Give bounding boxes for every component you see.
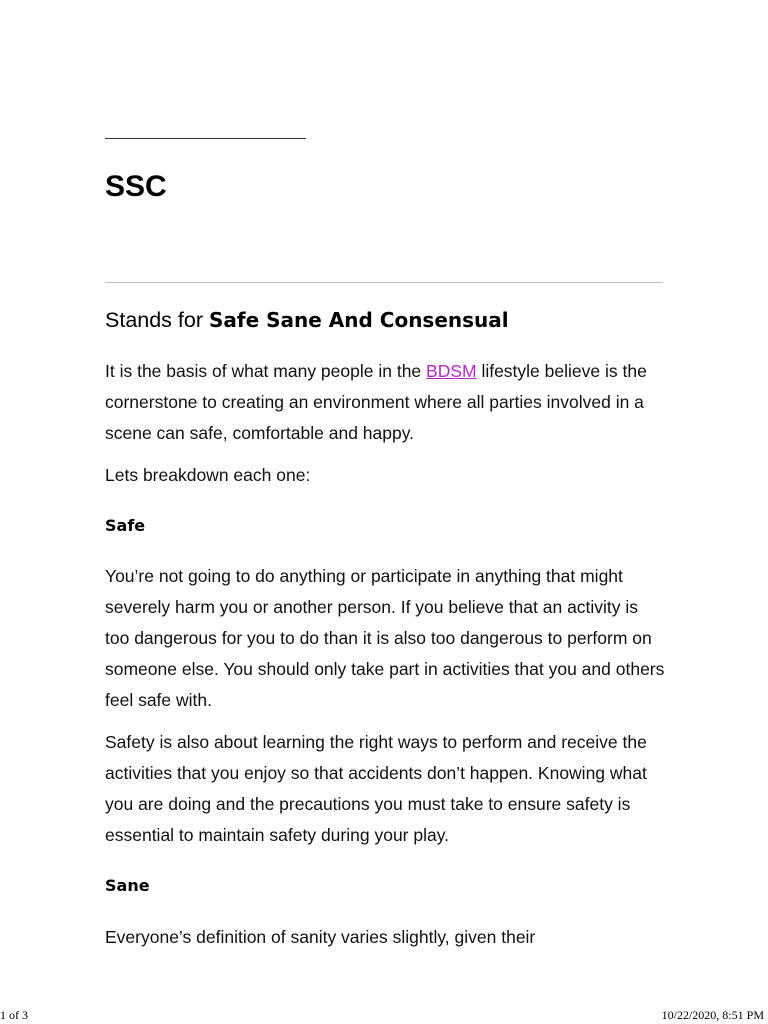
top-divider <box>105 138 306 139</box>
subtitle-emphasis: Safe Sane And Consensual <box>208 308 509 332</box>
intro-text-after: lifestyle believe is the cornerstone to creating an environment where all parties involved in a scene can safe, comfortable and happy. <box>105 361 647 443</box>
breakdown-text: Lets breakdown each one: <box>105 465 311 485</box>
safe-paragraph-1: You’re not going to do anything or participate in anything that might severely harm you or another person. If you believe that an activity is too dangerous for you to do than it is also too dangerous to perform on someone else. You should only take part in activities that you and others feel safe with. <box>105 566 665 710</box>
safe-paragraph-2: Safety is also about learning the right ways to perform and receive the activities that you enjoy so that accidents don’t happen. Knowing what you are doing and the precautions you must take to ensure safety is essential to maintain safety during your play. <box>105 732 647 845</box>
sane-paragraph-1: Everyone’s definition of sanity varies slightly, given their <box>105 927 536 947</box>
section-heading-sane: Sane <box>105 876 150 895</box>
page-title: SSC <box>105 170 167 203</box>
subtitle-prefix: Stands for <box>105 308 209 332</box>
intro-text-before: It is the basis of what many people in the <box>105 361 427 381</box>
page-number: 1 of 3 <box>0 1008 28 1022</box>
subtitle <box>105 305 509 335</box>
print-timestamp: 10/22/2020, 8:51 PM <box>661 1008 764 1022</box>
title-divider <box>105 282 663 283</box>
intro-paragraph <box>105 356 665 449</box>
section-heading-safe: Safe <box>105 516 146 535</box>
bdsm-link[interactable]: BDSM <box>426 361 477 381</box>
